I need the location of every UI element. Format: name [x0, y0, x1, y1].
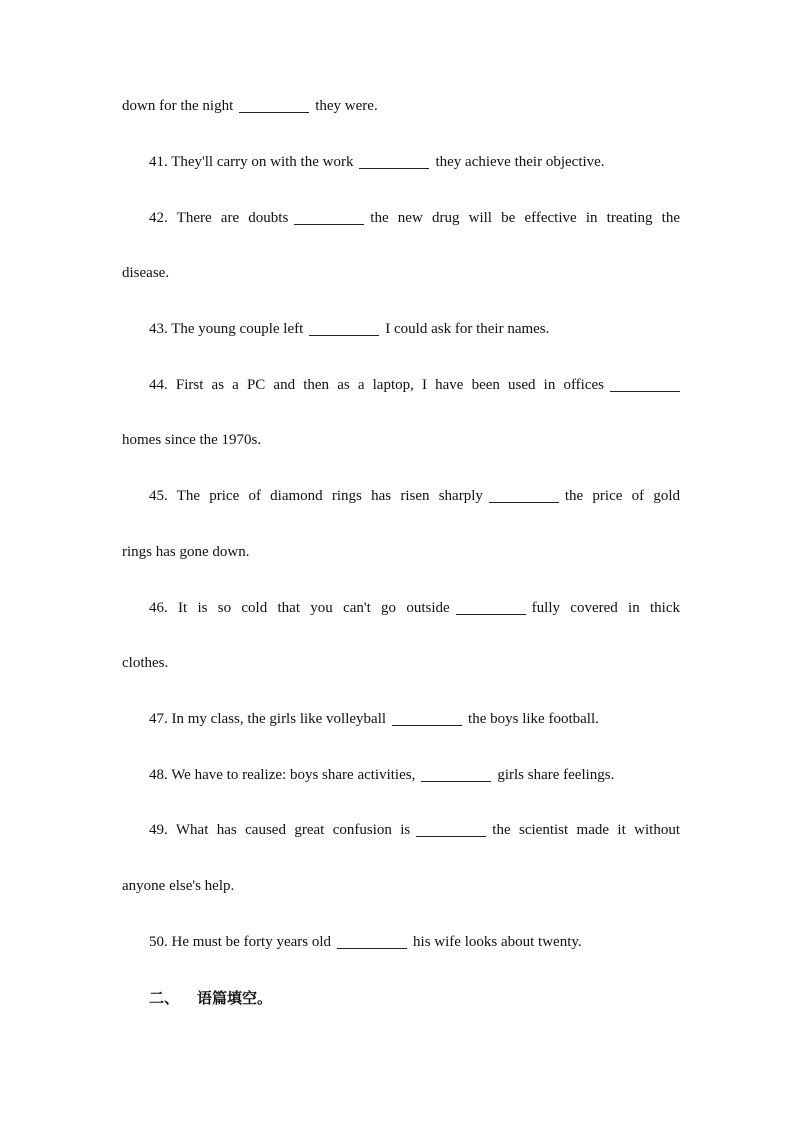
section-title: 语篇填空。 — [197, 989, 273, 1007]
question-text: rings has gone down. — [122, 544, 250, 560]
question-text: his wife looks about twenty. — [413, 934, 582, 950]
question-49-continuation — [122, 876, 680, 896]
answer-blank[interactable] — [610, 377, 680, 392]
question-50 — [149, 932, 680, 952]
question-text: 49. What has caused great confusion is — [149, 822, 411, 838]
answer-blank[interactable] — [456, 600, 526, 615]
question-text: disease. — [122, 265, 170, 281]
question-text: they were. — [315, 98, 378, 114]
question-text: 48. We have to realize: boys share activities, — [149, 767, 416, 783]
question-42 — [149, 208, 680, 228]
question-text: they achieve their objective. — [435, 154, 605, 170]
question-text: 45. The price of diamond rings has risen sharply — [149, 488, 483, 504]
question-46-continuation — [122, 653, 680, 673]
answer-blank[interactable] — [239, 98, 309, 113]
question-42-continuation — [122, 263, 680, 283]
question-48 — [149, 765, 680, 785]
question-44 — [149, 375, 680, 395]
question-49 — [149, 820, 680, 840]
answer-blank[interactable] — [309, 321, 379, 336]
question-text: homes since the 1970s. — [122, 432, 262, 448]
section-number: 二、 — [149, 989, 180, 1007]
question-text: 50. He must be forty years old — [149, 934, 332, 950]
question-text: anyone else's help. — [122, 878, 235, 894]
question-43 — [149, 319, 680, 339]
question-41 — [149, 152, 680, 172]
question-text: 47. In my class, the girls like volleyball — [149, 711, 387, 727]
question-40-continuation — [122, 96, 680, 116]
question-46 — [149, 598, 680, 618]
question-text: 42. There are doubts — [149, 210, 289, 226]
question-text: down for the night — [122, 98, 234, 114]
question-44-continuation — [122, 430, 680, 450]
answer-blank[interactable] — [489, 488, 559, 503]
question-text: the scientist made it without — [492, 822, 680, 838]
question-text: 44. First as a PC and then as a laptop, I have been used in offices — [149, 377, 604, 393]
question-45-continuation — [122, 542, 680, 562]
answer-blank[interactable] — [392, 711, 462, 726]
answer-blank[interactable] — [337, 934, 407, 949]
question-text: girls share feelings. — [497, 767, 615, 783]
question-text: the new drug will be effective in treating the — [370, 210, 680, 226]
question-text: fully covered in thick — [531, 600, 680, 616]
question-text: clothes. — [122, 655, 169, 671]
answer-blank[interactable] — [416, 822, 486, 837]
question-45 — [149, 486, 680, 506]
question-text: I could ask for their names. — [385, 321, 550, 337]
answer-blank[interactable] — [421, 767, 491, 782]
question-text: 41. They'll carry on with the work — [149, 154, 354, 170]
question-47 — [149, 709, 680, 729]
question-text: 46. It is so cold that you can't go outside — [149, 600, 450, 616]
question-text: the price of gold — [564, 488, 681, 504]
answer-blank[interactable] — [294, 210, 364, 225]
section-heading — [149, 988, 272, 1008]
question-text: 43. The young couple left — [149, 321, 304, 337]
question-text: the boys like football. — [468, 711, 599, 727]
answer-blank[interactable] — [359, 154, 429, 169]
